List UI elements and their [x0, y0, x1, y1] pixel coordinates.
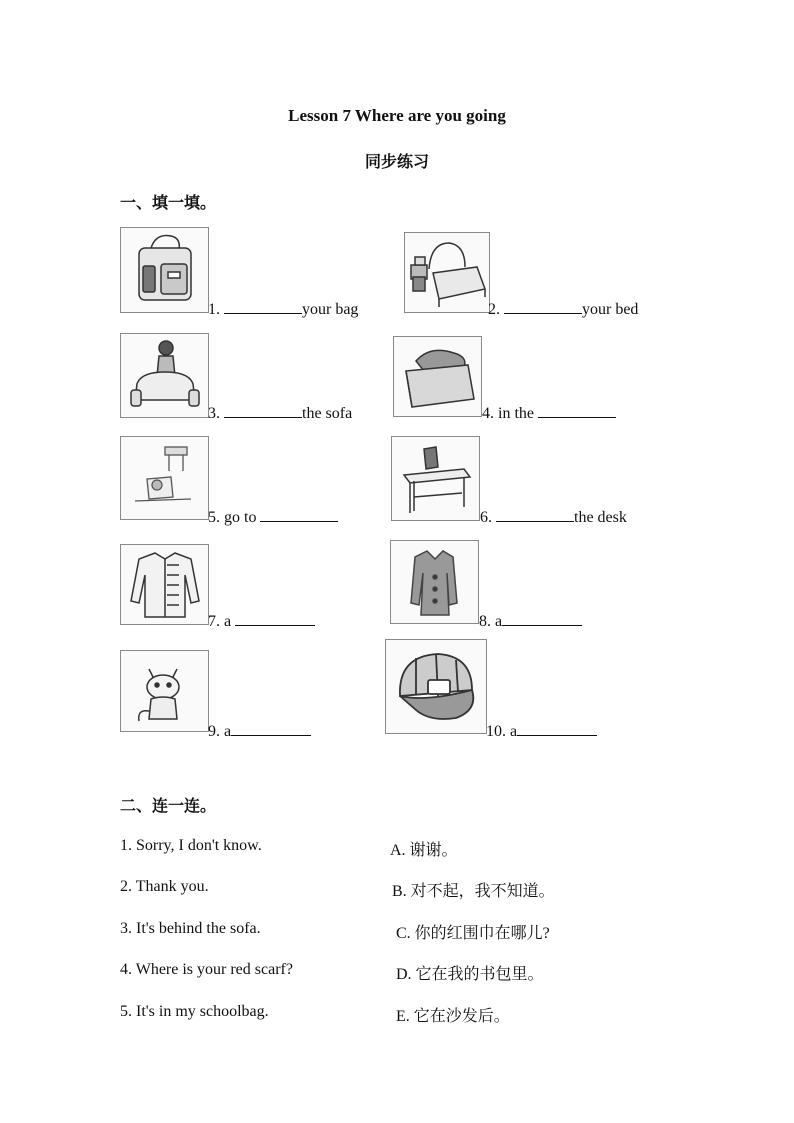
match-left-1[interactable]: 1. Sorry, I don't know.	[120, 837, 262, 854]
match-left-4[interactable]: 4. Where is your red scarf?	[120, 961, 293, 978]
match-left-2[interactable]: 2. Thank you.	[120, 878, 209, 895]
fill-item-7: 7. a	[208, 611, 315, 631]
schoolbag-icon	[120, 227, 209, 313]
answer-blank-6[interactable]	[496, 507, 574, 522]
fill-item-10: 10. a	[486, 721, 597, 741]
page-subtitle: 同步练习	[364, 154, 429, 171]
bed-icon	[404, 232, 490, 313]
fill-item-9: 9. a	[208, 721, 311, 741]
fill-item-3: 3. the sofa	[208, 405, 353, 422]
answer-blank-8[interactable]	[502, 611, 582, 626]
answer-blank-2[interactable]	[504, 299, 582, 314]
school-icon	[120, 436, 209, 520]
match-right-b[interactable]: B. 对不起，我不知道。	[392, 883, 555, 900]
match-right-e[interactable]: E. 它在沙发后。	[396, 1008, 510, 1025]
sofa-icon	[120, 333, 209, 418]
fill-item-6: 6. the desk	[480, 509, 627, 526]
answer-blank-7[interactable]	[235, 611, 315, 626]
answer-blank-3[interactable]	[224, 403, 302, 418]
answer-blank-4[interactable]	[538, 403, 616, 418]
section2-heading: 二、连一连。	[120, 798, 217, 815]
desk-icon	[391, 436, 480, 521]
answer-blank-9[interactable]	[231, 721, 311, 736]
page-title: Lesson 7 Where are you going	[288, 106, 506, 125]
coat-icon	[390, 540, 479, 624]
section1-heading: 一、填一填。	[120, 195, 217, 212]
fill-item-8: 8. a	[479, 611, 582, 631]
fill-item-1: 1. your bag	[208, 301, 359, 318]
cap-icon	[385, 639, 487, 734]
fill-item-4: 4. in the	[482, 403, 616, 423]
match-right-d[interactable]: D. 它在我的书包里。	[396, 966, 544, 983]
answer-blank-5[interactable]	[260, 507, 338, 522]
fill-item-5: 5. go to	[208, 507, 338, 527]
answer-blank-1[interactable]	[224, 299, 302, 314]
match-right-c[interactable]: C. 你的红围巾在哪儿?	[396, 925, 550, 942]
match-left-5[interactable]: 5. It's in my schoolbag.	[120, 1003, 269, 1020]
box-icon	[393, 336, 482, 417]
cat-icon	[120, 650, 209, 732]
match-right-a[interactable]: A. 谢谢。	[390, 842, 458, 859]
match-left-3[interactable]: 3. It's behind the sofa.	[120, 920, 261, 937]
shirt-icon	[120, 544, 209, 625]
fill-item-2: 2. your bed	[488, 301, 639, 318]
answer-blank-10[interactable]	[517, 721, 597, 736]
